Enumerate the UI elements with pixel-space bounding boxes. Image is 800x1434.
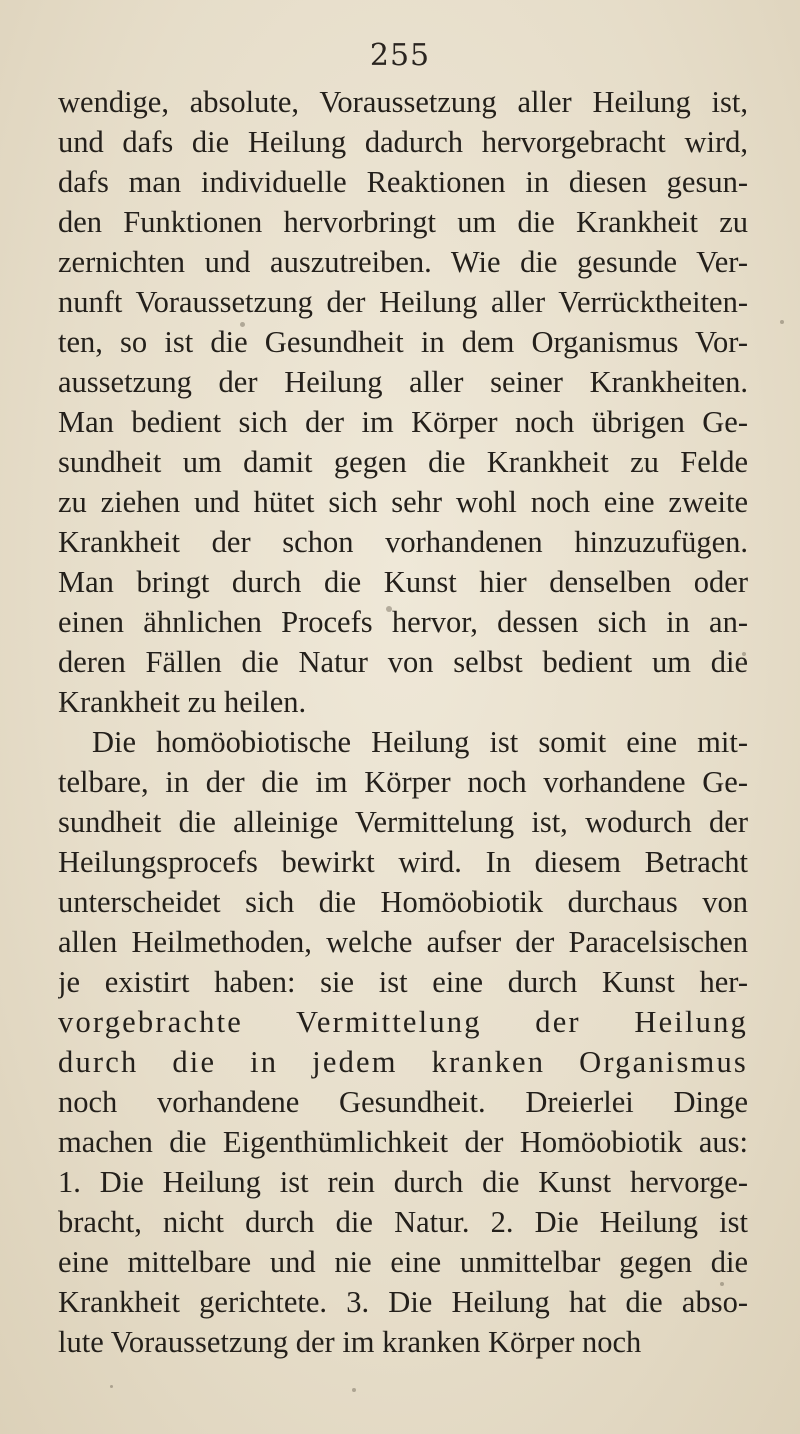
paper-speck [240, 322, 245, 327]
body-text [58, 82, 748, 1362]
text-line: vorgebrachte Vermittelung der Heilung [58, 1005, 748, 1039]
text-line: Krankheit gerichtete. 3. Die Heilung hat die abso- [58, 1285, 748, 1319]
paper-speck [352, 1388, 356, 1392]
text-line: noch vorhandene Gesundheit. Dreierlei Dinge [58, 1085, 748, 1119]
text-line: zu ziehen und hütet sich sehr wohl noch eine zweite [58, 485, 748, 519]
text-line: bracht, nicht durch die Natur. 2. Die Heilung ist [58, 1205, 748, 1239]
text-line: und dafs die Heilung dadurch hervorgebracht wird, [58, 125, 748, 159]
text-line: Krankheit zu heilen. [58, 685, 307, 719]
page-number: 255 [369, 38, 431, 73]
text-line: Man bringt durch die Kunst hier denselben oder [58, 565, 748, 599]
text-line: aussetzung der Heilung aller seiner Krankheiten. [58, 365, 748, 399]
paper-speck [60, 707, 65, 712]
text-line: einen ähnlichen Procefs hervor, dessen sich in an- [58, 605, 748, 639]
text-line: eine mittelbare und nie eine unmittelbar gegen die [58, 1245, 748, 1279]
text-line: durch die in jedem kranken Organismus [58, 1045, 748, 1079]
text-line: dafs man individuelle Reaktionen in diesen gesun- [58, 165, 748, 199]
paper-speck [110, 1385, 113, 1388]
text-line: deren Fällen die Natur von selbst bedient um die [58, 645, 748, 679]
text-line: nunft Voraussetzung der Heilung aller Verrücktheiten- [58, 285, 748, 319]
text-line: sundheit um damit gegen die Krankheit zu Felde [58, 445, 748, 479]
text-line: Man bedient sich der im Körper noch übrigen Ge- [58, 405, 748, 439]
text-line: ten, so ist die Gesundheit in dem Organismus Vor- [58, 325, 748, 359]
text-line: telbare, in der die im Körper noch vorhandene Ge- [58, 765, 748, 799]
text-line: Heilungsprocefs bewirkt wird. In diesem Betracht [58, 845, 748, 879]
text-line: 1. Die Heilung ist rein durch die Kunst hervorge- [58, 1165, 748, 1199]
text-line: Krankheit der schon vorhandenen hinzuzufügen. [58, 525, 748, 559]
paper-speck [720, 1282, 724, 1286]
text-line: je existirt haben: sie ist eine durch Kunst her- [58, 965, 748, 999]
paper-speck [780, 320, 784, 324]
text-line: wendige, absolute, Voraussetzung aller Heilung ist, [58, 85, 748, 119]
text-line: unterscheidet sich die Homöobiotik durchaus von [58, 885, 748, 919]
paper-speck [386, 606, 392, 612]
text-line: Die homöobiotische Heilung ist somit eine mit- [92, 725, 748, 759]
text-line: sundheit die alleinige Vermittelung ist, wodurch der [58, 805, 748, 839]
paper-speck [742, 652, 746, 656]
text-line: zernichten und auszutreiben. Wie die gesunde Ver- [58, 245, 748, 279]
text-line: allen Heilmethoden, welche aufser der Paracelsischen [58, 925, 748, 959]
text-line: den Funktionen hervorbringt um die Krankheit zu [58, 205, 748, 239]
text-line: machen die Eigenthümlichkeit der Homöobiotik aus: [58, 1125, 748, 1159]
text-line: lute Voraussetzung der im kranken Körper noch [58, 1325, 642, 1359]
